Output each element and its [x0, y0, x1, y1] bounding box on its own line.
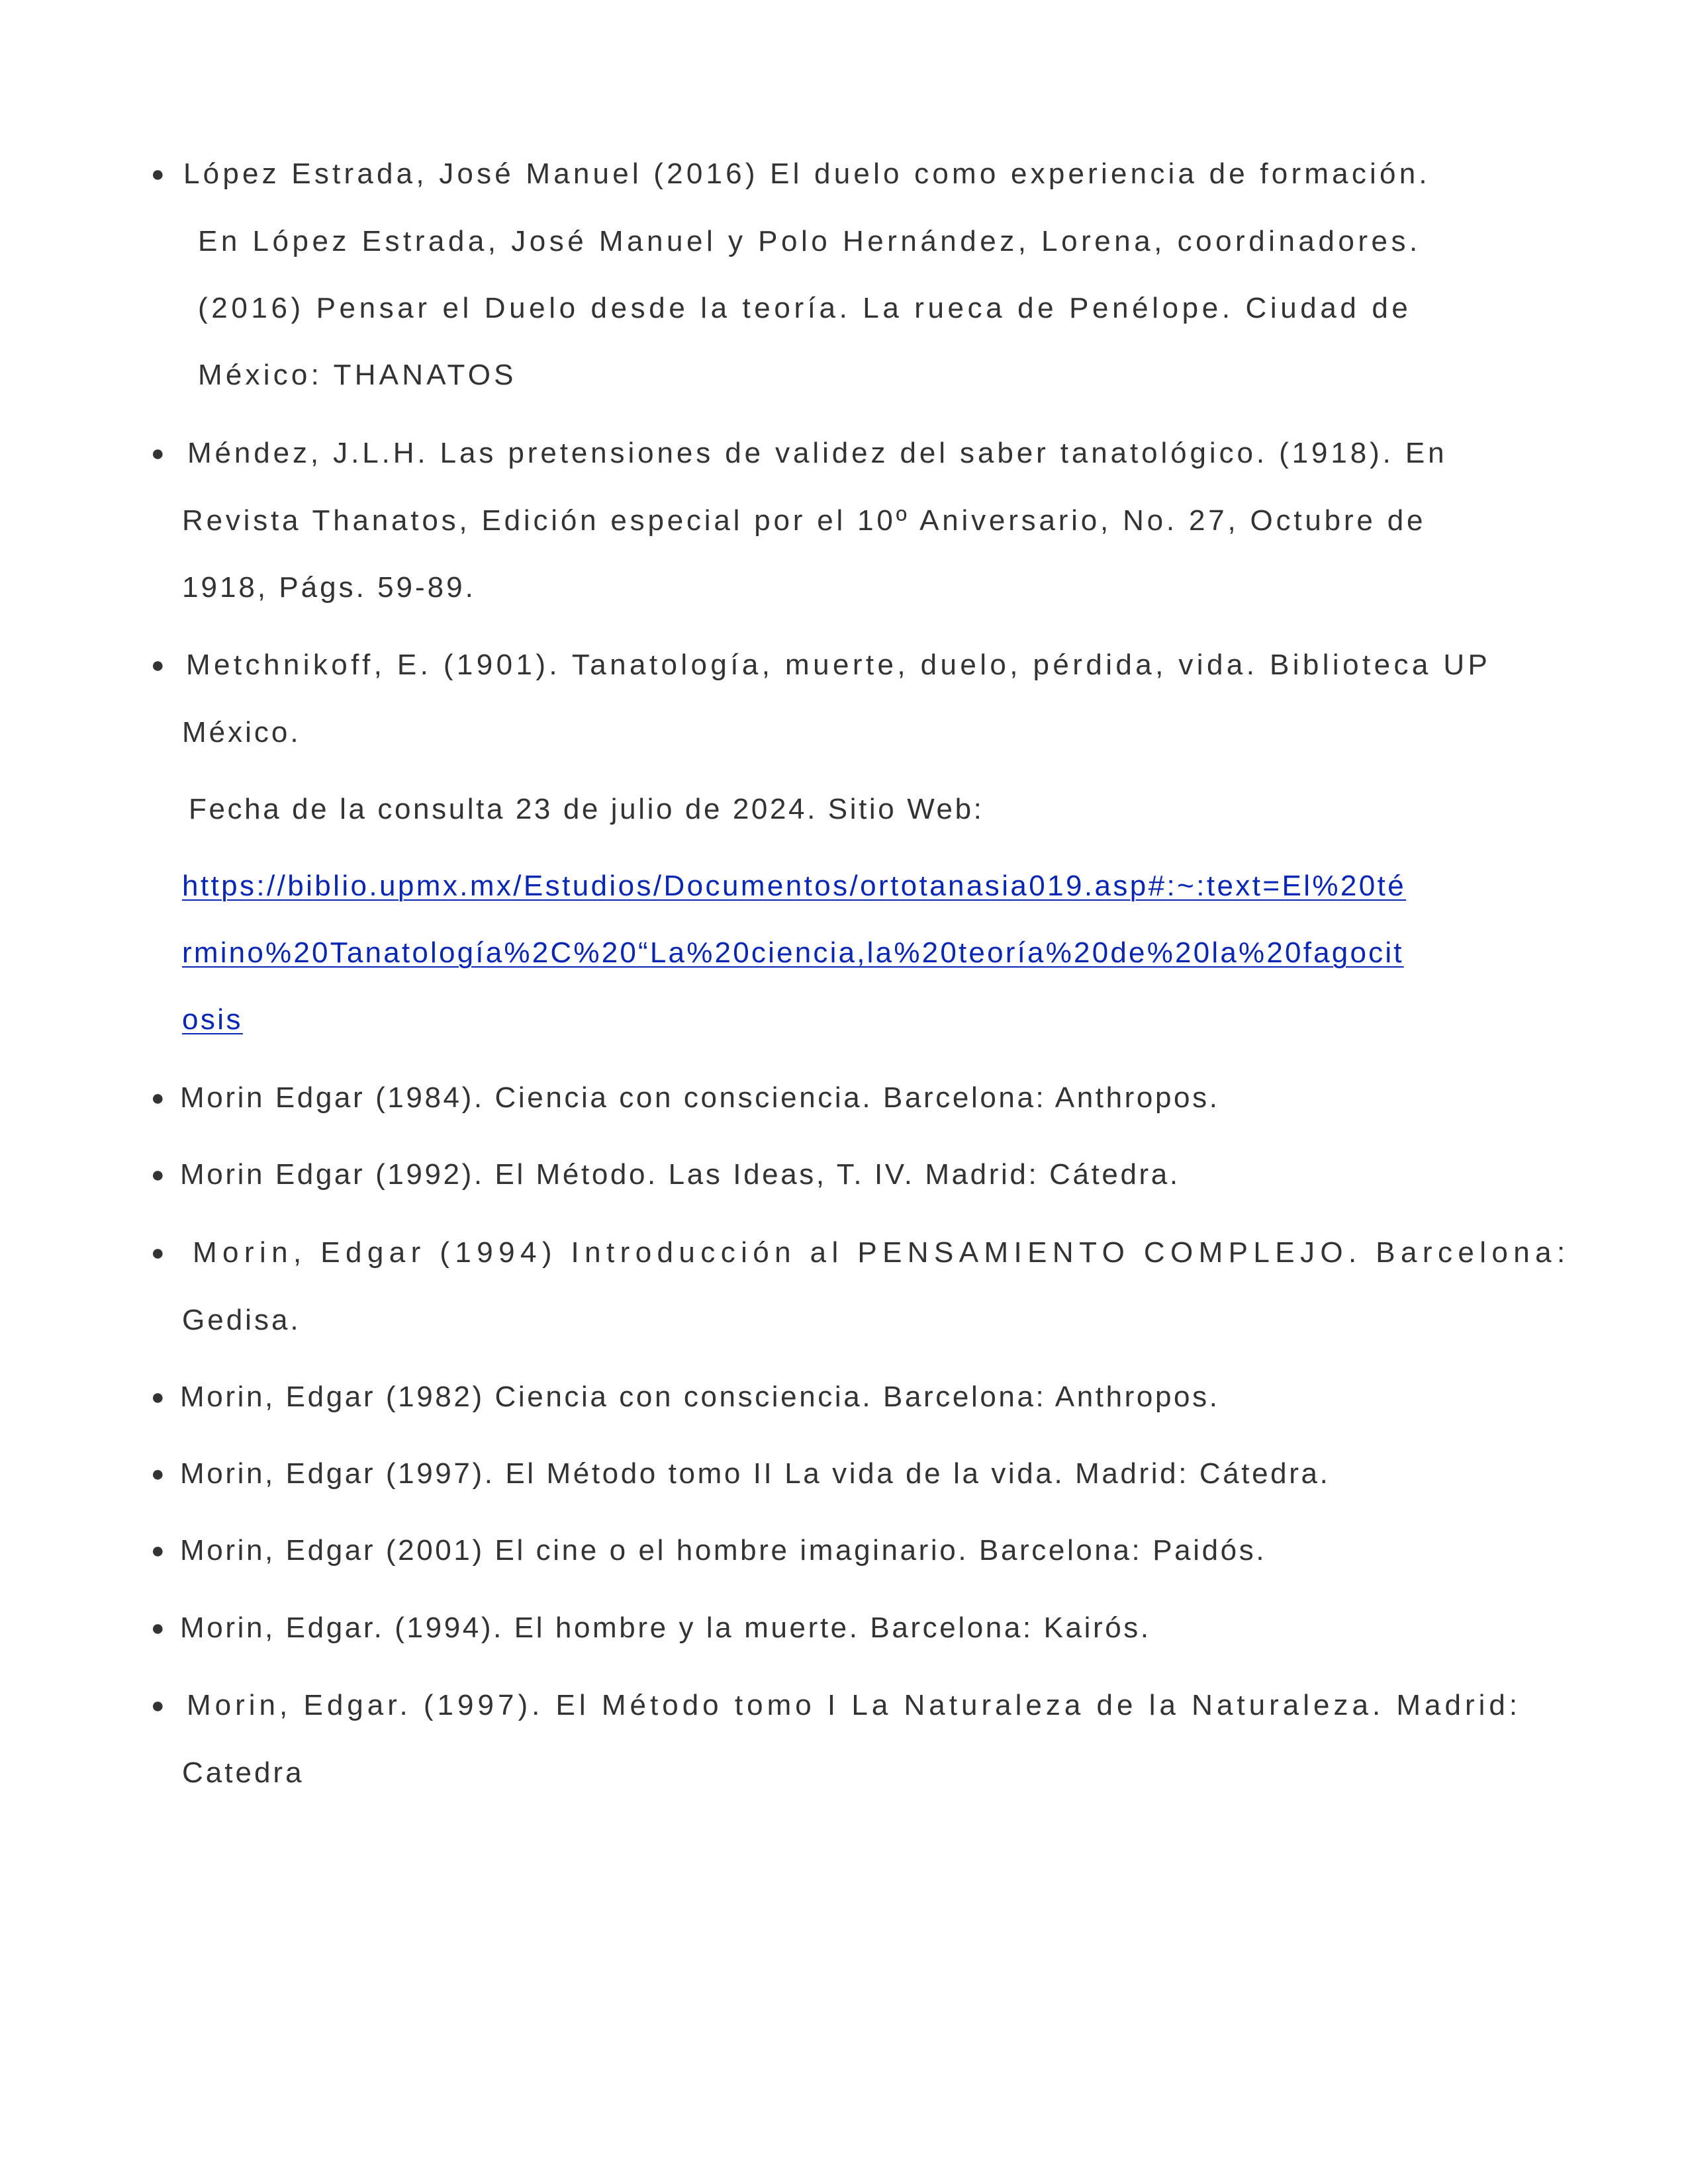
bullet-icon: ● — [151, 653, 165, 678]
bullet-icon: ● — [151, 1385, 165, 1410]
bullet-icon: ● — [151, 161, 165, 187]
bullet-icon: ● — [151, 1085, 165, 1111]
reference-line: Méndez, J.L.H. Las pretensiones de validez del saber tanatológico. (1918). En — [187, 437, 1448, 469]
reference-line: (2016) Pensar el Duelo desde la teoría. La rueca de Penélope. Ciudad de — [198, 292, 1412, 324]
reference-line: Catedra — [182, 1756, 305, 1789]
bullet-icon: ● — [151, 1693, 165, 1718]
reference-line: Morin, Edgar (2001) El cine o el hombre imaginario. Barcelona: Paidós. — [180, 1534, 1267, 1567]
bullet-icon: ● — [151, 441, 165, 466]
reference-line: En López Estrada, José Manuel y Polo Hernández, Lorena, coordinadores. — [198, 225, 1421, 257]
consult-date-text: Fecha de la consulta 23 de julio de 2024. Sitio Web: — [189, 793, 984, 825]
reference-line: Morin, Edgar. (1994). El hombre y la muerte. Barcelona: Kairós. — [180, 1612, 1151, 1644]
reference-line: Morin Edgar (1992). El Método. Las Ideas, T. IV. Madrid: Cátedra. — [180, 1158, 1180, 1191]
reference-line: Gedisa. — [182, 1304, 301, 1336]
reference-url-link[interactable]: rmino%20Tanatología%2C%20“La%20ciencia,la%20teoría%20de%20la%20fagocit — [182, 936, 1404, 969]
reference-url-link[interactable]: osis — [182, 1003, 243, 1036]
reference-url-link[interactable]: https://biblio.upmx.mx/Estudios/Documentos/ortotanasia019.asp#:~:text=El%20té — [182, 870, 1407, 902]
reference-line: 1918, Págs. 59-89. — [182, 571, 476, 604]
bullet-icon: ● — [151, 1162, 165, 1187]
reference-line: Morin, Edgar (1997). El Método tomo II La vida de la vida. Madrid: Cátedra. — [180, 1457, 1331, 1490]
reference-line: Revista Thanatos, Edición especial por el 10º Aniversario, No. 27, Octubre de — [182, 504, 1427, 537]
reference-line: Morin, Edgar (1982) Ciencia con consciencia. Barcelona: Anthropos. — [180, 1381, 1220, 1413]
bullet-icon: ● — [151, 1538, 165, 1563]
reference-line: Metchnikoff, E. (1901). Tanatología, muerte, duelo, pérdida, vida. Biblioteca UP — [186, 649, 1491, 681]
reference-line: Morin, Edgar (1994) Introducción al PENSAMIENTO COMPLEJO. Barcelona: — [193, 1236, 1571, 1269]
reference-line: México. — [182, 716, 301, 749]
bullet-icon: ● — [151, 1461, 165, 1486]
bullet-icon: ● — [151, 1615, 165, 1641]
reference-line: México: THANATOS — [198, 359, 517, 391]
bullet-icon: ● — [151, 1240, 165, 1265]
reference-line: Morin Edgar (1984). Ciencia con consciencia. Barcelona: Anthropos. — [180, 1081, 1220, 1114]
reference-line: Morin, Edgar. (1997). El Método tomo I La Naturaleza de la Naturaleza. Madrid: — [187, 1689, 1522, 1721]
reference-line: López Estrada, José Manuel (2016) El duelo como experiencia de formación. — [183, 158, 1430, 190]
